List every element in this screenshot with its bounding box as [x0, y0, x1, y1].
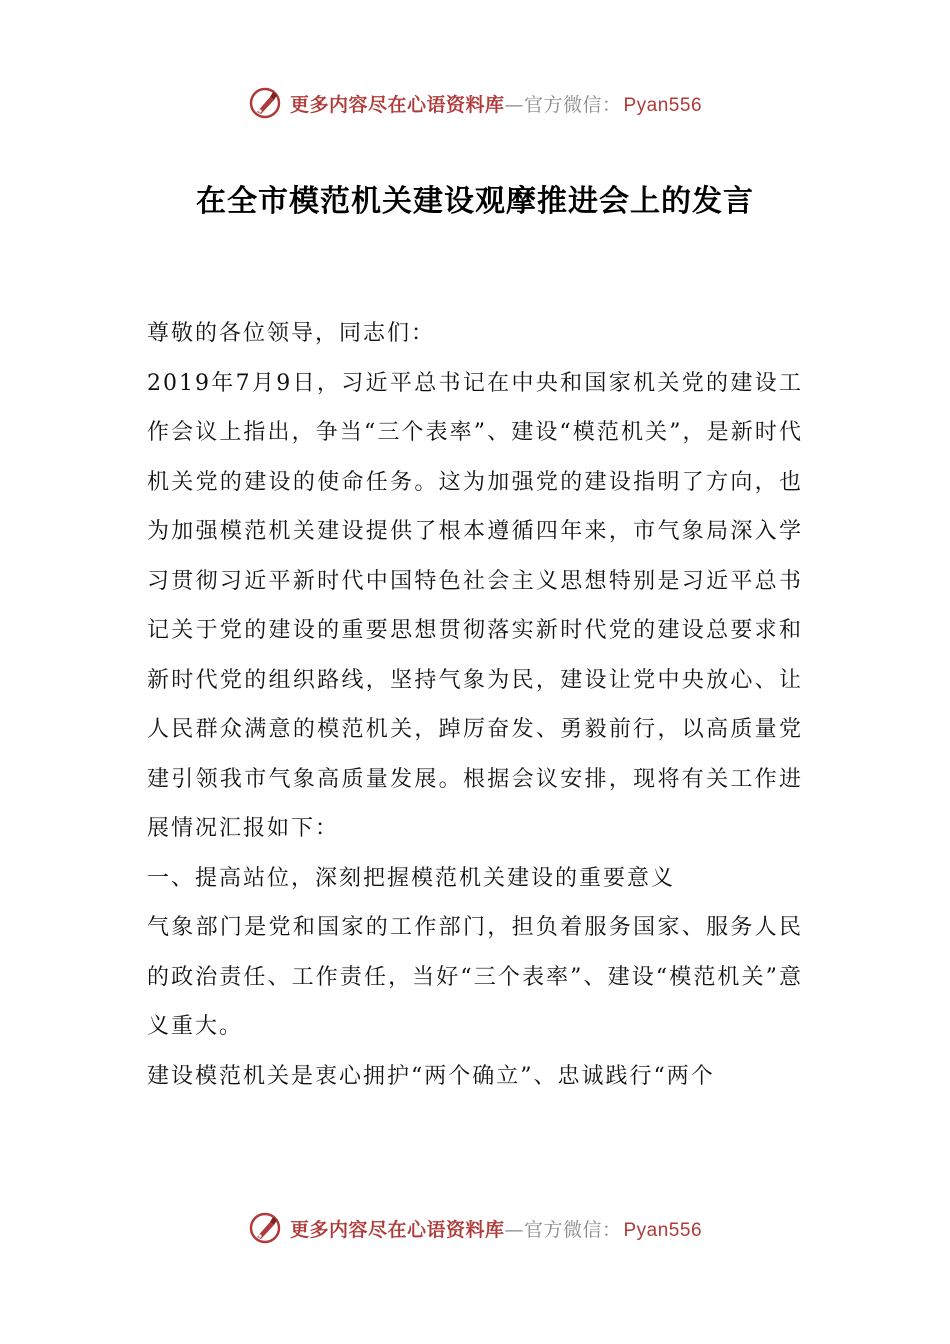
watermark-wechat-id: Pyan556 — [623, 1219, 703, 1241]
body-paragraph: 气象部门是党和国家的工作部门，担负着服务国家、服务人民的政治责任、工作责任，当好“三个表率”、建设“模范机关”意义重大。 — [147, 915, 803, 1039]
pen-nib-logo-icon — [248, 86, 282, 120]
watermark-grey-text: —官方微信： — [504, 93, 622, 116]
document-body — [147, 309, 803, 1101]
watermark-text — [290, 90, 702, 117]
watermark-red-text: 更多内容尽在心语资料库 — [289, 93, 505, 116]
watermark-text — [290, 1215, 702, 1242]
watermark-grey-text: —官方微信： — [504, 1218, 622, 1241]
intro-paragraph: 2019年7月9日，习近平总书记在中央和国家机关党的建设工作会议上指出，争当“三个表率”、建设“模范机关”，是新时代机关党的建设的使命任务。这为加强党的建设指明了方向，也为加强模范机关建设提供了根本遵循四年来，市气象局深入学习贯彻习近平新时代中国特色社会主义思想特别是习近平总书记关于党的建设的重要思想贯彻落实新时代党的建设总要求和新时代党的组织路线，坚持气象为民，建设让党中央放心、让人民群众满意的模范机关，踔厉奋发、勇毅前行，以高质量党建引领我市气象高质量发展。根据会议安排，现将有关工作进展情况汇报如下： — [147, 370, 803, 841]
section-heading: 一、提高站位，深刻把握模范机关建设的重要意义 — [147, 865, 676, 891]
salutation-paragraph: 尊敬的各位领导，同志们： — [147, 321, 436, 346]
watermark-wechat-id: Pyan556 — [623, 94, 703, 116]
pen-nib-logo-icon — [248, 1211, 282, 1245]
footer-watermark — [0, 1211, 950, 1245]
watermark-red-text: 更多内容尽在心语资料库 — [289, 1218, 505, 1241]
document-title: 在全市模范机关建设观摩推进会上的发言 — [196, 184, 754, 219]
header-watermark — [0, 86, 950, 120]
body-paragraph: 建设模范机关是衷心拥护“两个确立”、忠诚践行“两个 — [147, 1063, 715, 1089]
